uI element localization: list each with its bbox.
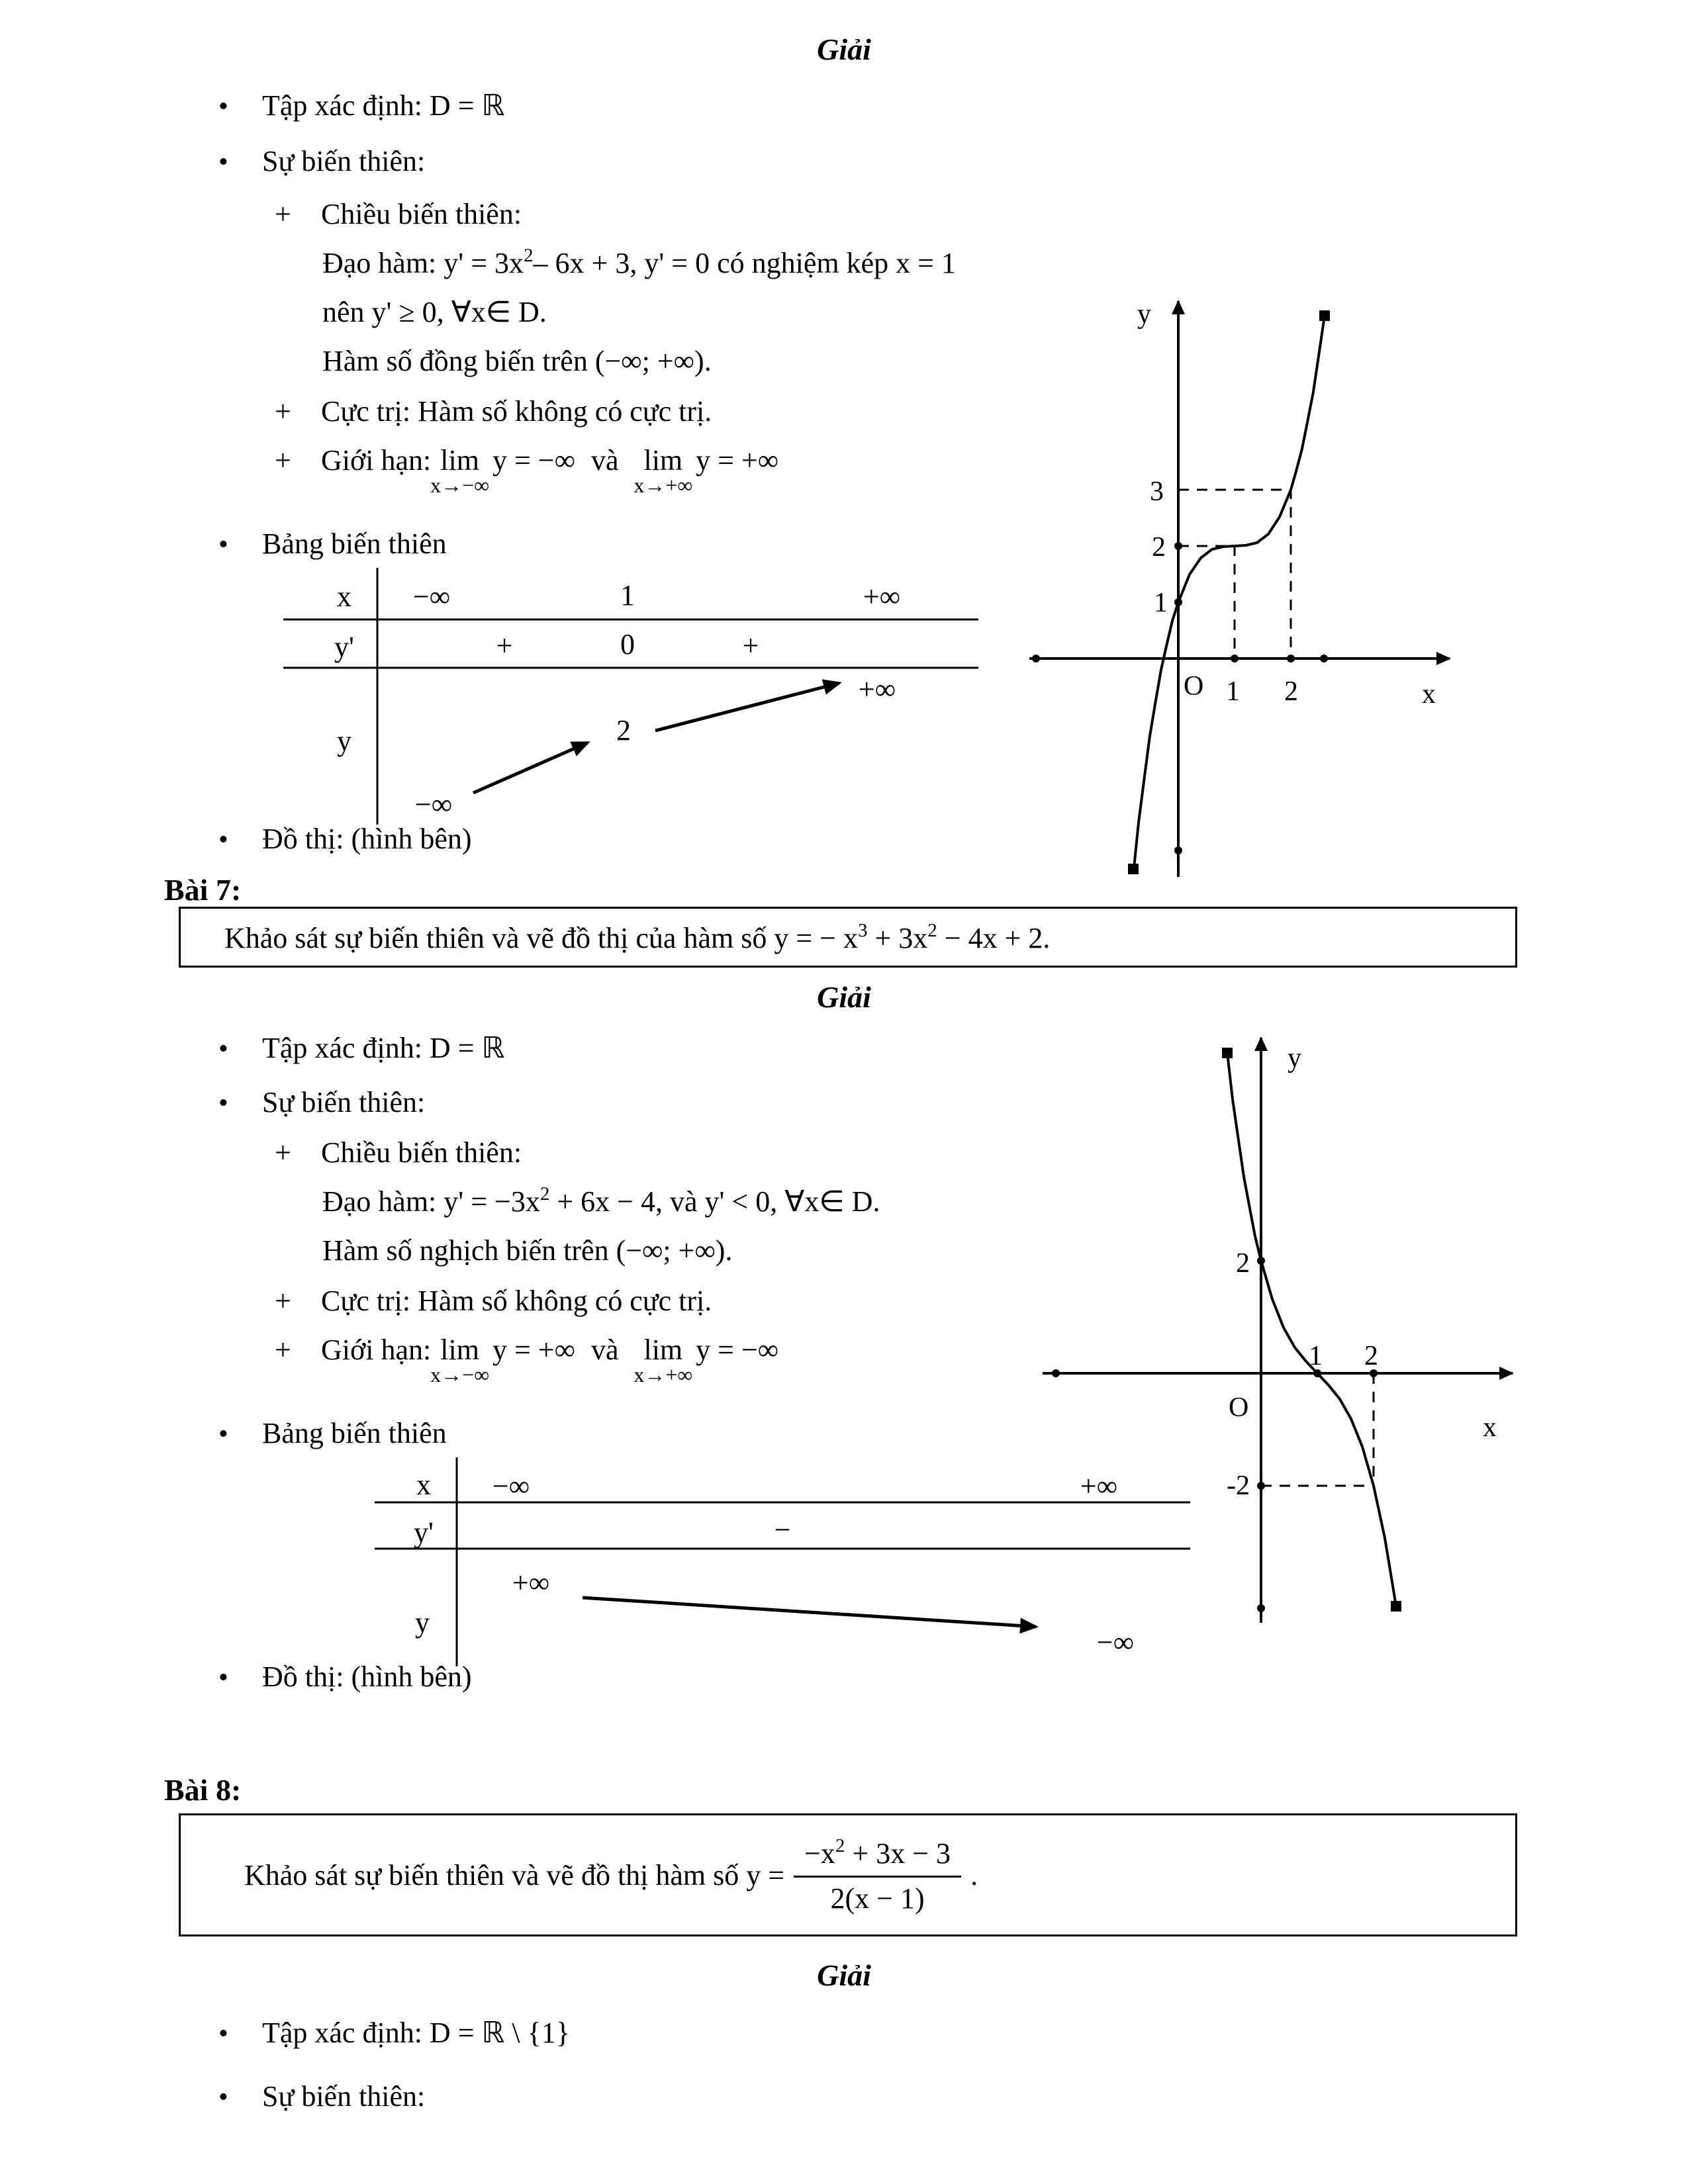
problem-8-statement <box>181 1834 978 1917</box>
graph1-ytick-2: 2 <box>1152 532 1166 563</box>
curve-end-marker <box>1391 1601 1401 1612</box>
bullet-icon: • <box>218 2082 228 2113</box>
sol2-deriv-pre: Đạo hàm: y' = −3x <box>322 1185 540 1218</box>
axis-dot <box>1287 655 1295 662</box>
graph2-ytick-m2: -2 <box>1227 1471 1250 1501</box>
lim-text: lim <box>440 444 479 477</box>
exponent: 2 <box>539 1183 550 1205</box>
table1-y-top: +∞ <box>858 673 896 705</box>
prob8-pre: Khảo sát sự biến thiên và vẽ đồ thị hàm số y = <box>244 1858 785 1891</box>
graph1-y-label: y <box>1137 299 1151 330</box>
sol3-variation-line <box>218 2078 425 2115</box>
reals-symbol: ℝ <box>481 2017 505 2049</box>
exponent: 2 <box>835 1835 845 1856</box>
graph2-y-label: y <box>1288 1043 1301 1073</box>
table1-arrow-1 <box>473 743 588 793</box>
sol2-monotonic-text: Hàm số nghịch biến trên (−∞; +∞). <box>322 1234 733 1267</box>
sol1-extrema-text: Cực trị: Hàm số không có cực trị. <box>321 395 712 428</box>
curve-end-marker <box>1222 1048 1233 1058</box>
reals-symbol: ℝ <box>481 1032 505 1064</box>
sol3-domain-pre: Tập xác định: D = <box>262 2017 482 2049</box>
table2-x: x <box>416 1469 431 1501</box>
limit-value: y = −∞ <box>492 444 575 477</box>
sol3-variation-text: Sự biến thiên: <box>262 2080 426 2113</box>
table2-x-left: −∞ <box>492 1470 530 1502</box>
prob7-mid: + 3x <box>867 921 928 954</box>
graph1-origin-label: O <box>1184 671 1204 702</box>
sol1-limits-line <box>275 442 779 497</box>
limit-notation <box>430 442 490 497</box>
graph2-x-label: x <box>1483 1412 1497 1443</box>
dashed-guides <box>1178 490 1291 659</box>
solution-heading-3: Giải <box>817 1958 871 1992</box>
limit-value: y = −∞ <box>696 1334 779 1366</box>
lim-subscript: x→+∞ <box>633 1363 693 1387</box>
problem-8-heading: Bài 8: <box>164 1773 242 1807</box>
table2-x-right: +∞ <box>1080 1470 1118 1502</box>
axis-dot <box>1174 542 1182 550</box>
table1-arrow-2 <box>655 683 839 731</box>
table1-y-bottom: −∞ <box>414 788 453 821</box>
lim-subscript: x→−∞ <box>430 473 490 497</box>
and-text: và <box>590 444 619 477</box>
sol2-table-label: Bảng biến thiên <box>262 1417 447 1449</box>
table1-y: y <box>337 725 352 757</box>
graph1-ytick-1: 1 <box>1154 588 1168 618</box>
graph1-ytick-3: 3 <box>1150 477 1164 507</box>
table1-zero: 0 <box>620 628 635 660</box>
sol2-limits-line <box>275 1332 779 1387</box>
sol1-domain-line <box>218 87 504 124</box>
graph1-xtick-1: 1 <box>1226 676 1240 707</box>
sol2-monotonic-line <box>322 1232 732 1269</box>
graph2-xtick-2: 2 <box>1364 1341 1378 1371</box>
function-curve <box>1227 1053 1396 1606</box>
limit-notation <box>633 1332 693 1387</box>
bullet-icon: • <box>218 1419 228 1449</box>
sol2-graph-label: Đồ thị: (hình bên) <box>262 1661 472 1693</box>
num-post: + 3x − 3 <box>845 1837 951 1870</box>
prob7-pre: Khảo sát sự biến thiên và vẽ đồ thị của hàm số y = − x <box>224 921 858 954</box>
exponent: 3 <box>857 919 868 941</box>
plus-marker: + <box>275 395 291 428</box>
sol2-table-label-line <box>218 1415 447 1452</box>
graph2-origin-label: O <box>1229 1392 1249 1423</box>
axis-dot <box>1257 1482 1265 1490</box>
sol2-limits-label: Giới hạn: <box>321 1334 432 1366</box>
graph2-ytick-2: 2 <box>1236 1248 1250 1279</box>
table2-y-bottom: −∞ <box>1096 1626 1135 1659</box>
bullet-icon: • <box>218 91 228 122</box>
num-pre: −x <box>804 1837 835 1870</box>
sol2-variation-text: Sự biến thiên: <box>262 1086 426 1118</box>
curve-end-marker <box>1128 864 1139 874</box>
sol1-deriv-note: nên y' ≥ 0, ∀x∈ D. <box>322 296 547 328</box>
problem-7-heading: Bài 7: <box>164 873 242 907</box>
prob7-tail: − 4x + 2. <box>937 921 1051 954</box>
sol2-extrema-line <box>275 1283 712 1319</box>
plus-marker: + <box>275 1334 291 1366</box>
sol1-direction-line <box>275 196 522 232</box>
lim-subscript: x→−∞ <box>430 1363 490 1387</box>
axis-dot <box>1231 655 1239 662</box>
sol1-table-label-line <box>218 525 447 563</box>
plus-marker: + <box>275 198 291 230</box>
table2-yprime: y' <box>414 1516 434 1549</box>
sol1-monotonic-line <box>322 343 712 379</box>
sol1-deriv-post: – 6x + 3, y' = 0 có nghiệm kép x = 1 <box>533 247 956 279</box>
fraction-numerator <box>794 1834 961 1878</box>
axis-dot <box>1052 1369 1060 1377</box>
prob8-tail: . <box>970 1858 978 1891</box>
sol1-derivative-line <box>322 244 956 281</box>
solution-heading-2: Giải <box>817 980 871 1014</box>
sol2-direction-text: Chiều biến thiên: <box>321 1136 522 1169</box>
sol2-graph-label-line <box>218 1659 472 1696</box>
table2-y: y <box>415 1606 430 1639</box>
graph2-xtick-1: 1 <box>1309 1341 1323 1371</box>
plus-marker: + <box>275 1136 291 1169</box>
table1-x-right: +∞ <box>863 580 901 613</box>
curve-end-marker <box>1319 310 1330 321</box>
plus-marker: + <box>275 1285 291 1317</box>
limit-value: y = +∞ <box>492 1334 575 1366</box>
sol2-extrema-text: Cực trị: Hàm số không có cực trị. <box>321 1285 712 1317</box>
axis-dot <box>1257 1604 1265 1612</box>
plus-marker: + <box>275 444 291 477</box>
sol2-derivative-line <box>322 1182 880 1220</box>
bullet-icon: • <box>218 2019 228 2049</box>
sol1-variation-line <box>218 143 425 180</box>
table1-x-left: −∞ <box>412 580 451 613</box>
lim-text: lim <box>643 444 683 477</box>
sol2-variation-line <box>218 1084 425 1121</box>
lim-text: lim <box>440 1334 479 1366</box>
problem-7-statement <box>181 919 1050 956</box>
graph-decreasing-cubic <box>1019 1019 1536 1648</box>
sol1-graph-label: Đồ thị: (hình bên) <box>262 823 472 855</box>
lim-text: lim <box>643 1334 683 1366</box>
exponent: 2 <box>524 245 534 266</box>
reals-symbol: ℝ <box>481 89 505 122</box>
axis-dot <box>1257 1257 1265 1265</box>
limit-value: y = +∞ <box>696 444 779 477</box>
sol1-deriv-note-line <box>322 294 547 330</box>
bullet-icon: • <box>218 825 228 855</box>
and-text: và <box>590 1334 619 1366</box>
sol1-deriv-pre: Đạo hàm: y' = 3x <box>322 247 524 279</box>
sol1-domain-text: Tập xác định: D = <box>262 89 482 122</box>
problem-8-box <box>179 1813 1517 1936</box>
solution-heading-1: Giải <box>817 32 871 66</box>
table1-x-mid: 1 <box>620 579 635 612</box>
bullet-icon: • <box>218 529 228 560</box>
exponent: 2 <box>927 919 937 941</box>
bullet-icon: • <box>218 1662 228 1693</box>
table1-x: x <box>337 580 352 613</box>
bullet-icon: • <box>218 1034 228 1064</box>
graph1-x-label: x <box>1422 679 1436 709</box>
sol2-domain-text: Tập xác định: D = <box>262 1032 482 1064</box>
fraction-denominator: 2(x − 1) <box>830 1882 925 1915</box>
graph-increasing-cubic <box>993 285 1483 900</box>
variation-table-1 <box>278 564 1006 829</box>
sol2-domain-line <box>218 1030 504 1067</box>
limit-notation <box>430 1332 490 1387</box>
sol1-table-label: Bảng biến thiên <box>262 527 447 560</box>
sol1-limits-label: Giới hạn: <box>321 444 432 477</box>
table1-yprime: y' <box>334 631 354 663</box>
sol1-variation-text: Sự biến thiên: <box>262 145 426 177</box>
table2-arrow <box>583 1598 1036 1627</box>
table2-y-top: +∞ <box>512 1567 550 1599</box>
table1-sign2: + <box>742 629 759 662</box>
sol3-domain-line <box>218 2015 570 2052</box>
sol1-graph-label-line <box>218 821 472 858</box>
table2-sign: − <box>774 1514 791 1546</box>
axis-dot <box>1174 598 1182 606</box>
axis-dot <box>1174 846 1182 854</box>
graph1-xtick-2: 2 <box>1284 676 1298 707</box>
sol2-deriv-post: + 6x − 4, và y' < 0, ∀x∈ D. <box>549 1185 880 1218</box>
sol1-direction-text: Chiều biến thiên: <box>321 198 522 230</box>
sol3-domain-post: \ {1} <box>504 2017 570 2049</box>
bullet-icon: • <box>218 1088 228 1118</box>
bullet-icon: • <box>218 147 228 177</box>
table1-sign1: + <box>496 629 513 662</box>
sol1-extrema-line <box>275 393 712 430</box>
fraction <box>794 1834 961 1917</box>
table1-y-mid: 2 <box>616 714 631 747</box>
axis-dot <box>1032 655 1040 662</box>
problem-7-box <box>179 907 1517 968</box>
sol2-direction-line <box>275 1134 522 1171</box>
sol1-monotonic-text: Hàm số đồng biến trên (−∞; +∞). <box>322 345 712 377</box>
lim-subscript: x→+∞ <box>633 473 693 497</box>
axis-dot <box>1320 655 1328 662</box>
limit-notation <box>633 442 693 497</box>
